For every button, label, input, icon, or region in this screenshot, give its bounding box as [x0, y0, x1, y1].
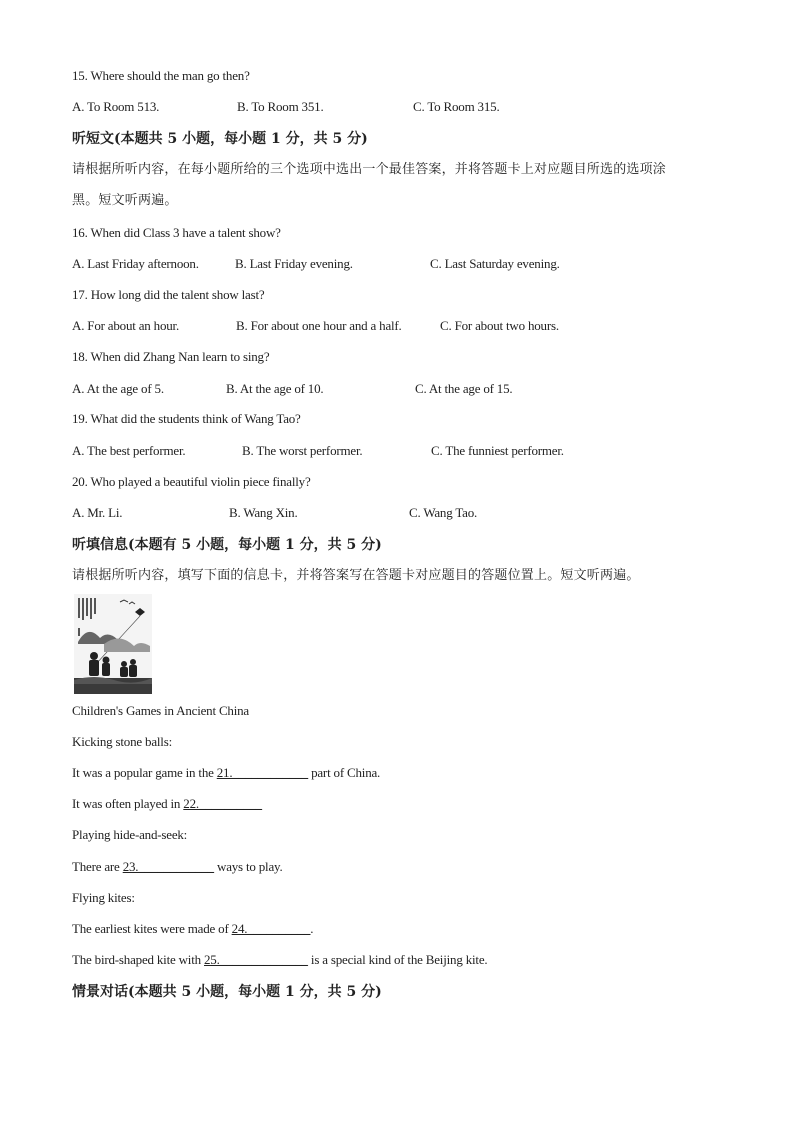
question-16: 16. When did Class 3 have a talent show?: [72, 225, 281, 240]
text: The bird-shaped kite with: [72, 952, 204, 967]
section-instruction-line2: 黑。短文听两遍。: [72, 193, 178, 208]
text: ways to play.: [213, 859, 283, 874]
text: part of China.: [308, 765, 381, 780]
option-a: A. The best performer.: [72, 443, 186, 458]
kicking-stone-balls-label: Kicking stone balls:: [72, 734, 172, 749]
blank-23: 23.____________: [122, 859, 214, 874]
option-a: A. Mr. Li.: [72, 505, 123, 520]
option-b: B. For about one hour and a half.: [236, 318, 402, 333]
section-heading-dialogue: 情景对话(本题共 5 小题，每小题 1 分，共 5 分): [72, 984, 382, 1000]
option-a: A. At the age of 5.: [72, 381, 164, 396]
option-c: C. To Room 315.: [413, 99, 500, 114]
option-b: B. At the age of 10.: [226, 381, 324, 396]
option-b: B. Wang Xin.: [229, 505, 298, 520]
question-19: 19. What did the students think of Wang Tao?: [72, 411, 301, 426]
text: .: [310, 921, 314, 936]
text: There are: [72, 859, 123, 874]
text: is a special kind of the Beijing kite.: [307, 952, 488, 967]
question-15: 15. Where should the man go then?: [72, 68, 250, 83]
option-a: A. For about an hour.: [72, 318, 180, 333]
question-17: 17. How long did the talent show last?: [72, 287, 265, 302]
option-b: B. Last Friday evening.: [235, 256, 353, 271]
question-18: 18. When did Zhang Nan learn to sing?: [72, 349, 270, 364]
section-heading-short-passage: 听短文(本题共 5 小题，每小题 1 分，共 5 分): [72, 131, 368, 147]
blank-25-line: [72, 952, 487, 968]
option-c: C. Wang Tao.: [409, 505, 478, 520]
blank-24-line: [72, 921, 313, 937]
option-a: A. Last Friday afternoon.: [72, 256, 199, 271]
blank-22: 22.__________: [183, 796, 262, 811]
option-b: B. The worst performer.: [242, 443, 363, 458]
section-instruction: 请根据所听内容，填写下面的信息卡，并将答案写在答题卡对应题目的答题位置上。短文听两遍。: [72, 568, 640, 583]
option-b: B. To Room 351.: [237, 99, 324, 114]
text: The earliest kites were made of: [72, 921, 232, 936]
blank-25: 25.______________: [204, 952, 308, 967]
question-20: 20. Who played a beautiful violin piece finally?: [72, 474, 311, 489]
blank-22-line: [72, 796, 262, 812]
option-c: C. At the age of 15.: [415, 381, 513, 396]
blank-21-line: [72, 765, 380, 781]
info-card-title: Children's Games in Ancient China: [72, 703, 249, 718]
blank-24: 24.__________: [231, 921, 311, 936]
option-c: C. Last Saturday evening.: [430, 256, 560, 271]
blank-21: 21.____________: [216, 765, 309, 780]
text: It was a popular game in the: [72, 765, 217, 780]
section-instruction-line1: 请根据所听内容，在每小题所给的三个选项中选出一个最佳答案，并将答题卡上对应题目所选的选项涂: [72, 162, 667, 177]
option-a: A. To Room 513.: [72, 99, 160, 114]
flying-kites-label: Flying kites:: [72, 890, 135, 905]
option-c: C. For about two hours.: [440, 318, 559, 333]
text: It was often played in: [72, 796, 184, 811]
blank-23-line: [72, 859, 283, 875]
section-heading-info-filling: 听填信息(本题有 5 小题，每小题 1 分，共 5 分): [72, 537, 382, 553]
hide-and-seek-label: Playing hide-and-seek:: [72, 827, 188, 842]
kite-flying-illustration: [74, 594, 152, 694]
option-c: C. The funniest performer.: [431, 443, 564, 458]
